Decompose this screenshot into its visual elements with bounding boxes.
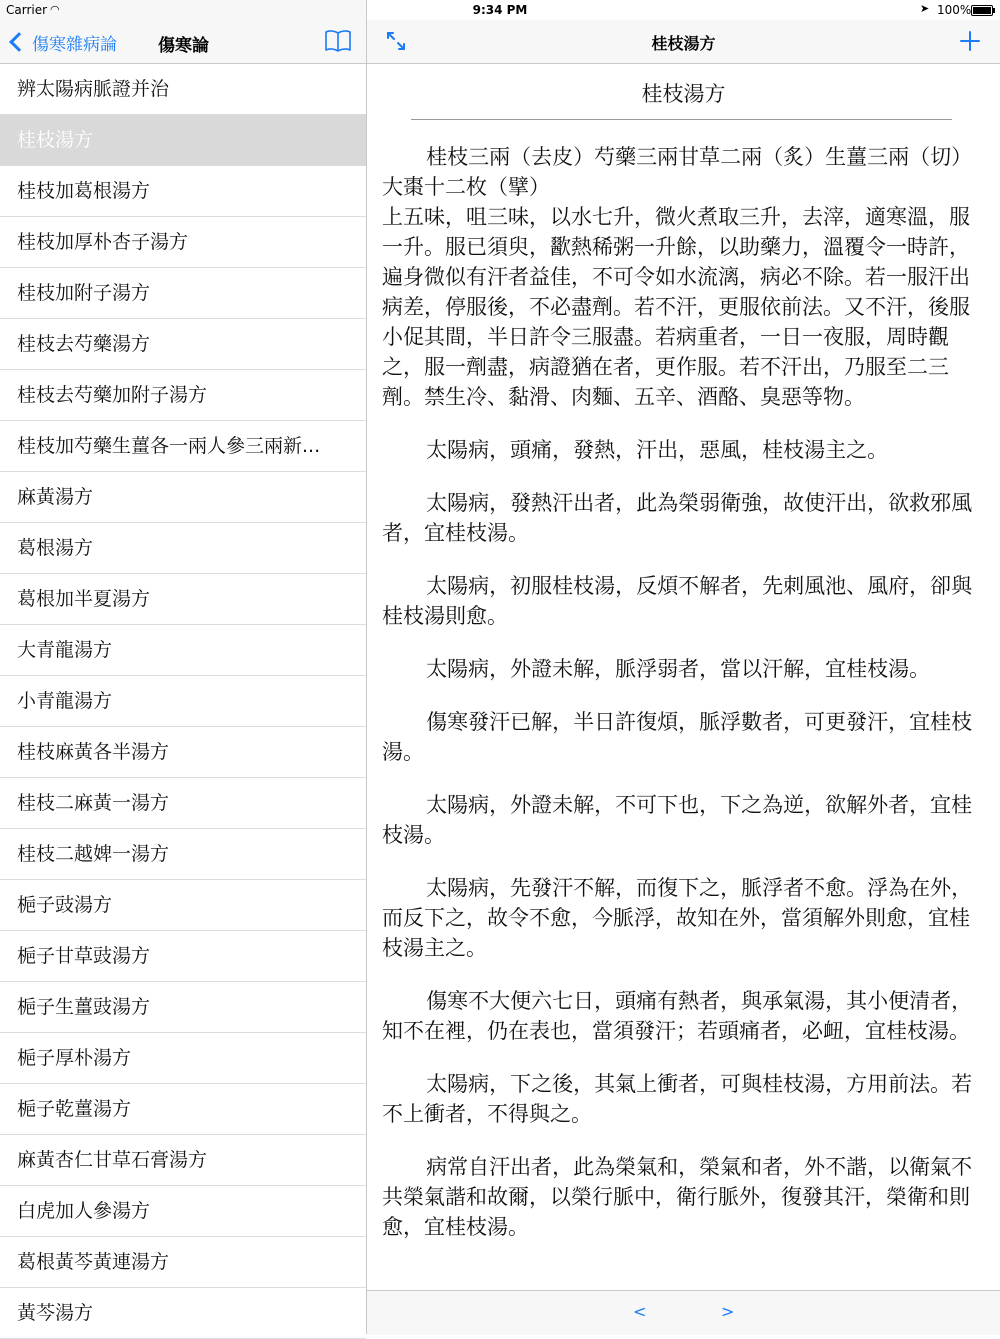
article-paragraph: 傷寒發汗已解，半日許復煩，脈浮數者，可更發汗，宜桂枝湯。 bbox=[382, 710, 973, 764]
toc-item[interactable]: 桂枝加厚朴杏子湯方 bbox=[0, 217, 366, 268]
sidebar-nav-bar bbox=[0, 20, 366, 64]
wifi-icon: ◠ bbox=[50, 3, 60, 16]
article-paragraph: 太陽病，外證未解，不可下也，下之為逆，欲解外者，宜桂枝湯。 bbox=[382, 793, 973, 847]
location-arrow-icon: ➤ bbox=[920, 2, 930, 15]
detail-nav-bar bbox=[367, 20, 1000, 64]
toc-item[interactable]: 葛根黃芩黃連湯方 bbox=[0, 1237, 366, 1288]
article-paragraph: 上五味，咀三味，以水七升，微火煮取三升，去滓，適寒溫，服一升。服已須臾，歠熱稀粥一升餘，以助藥力，溫覆令一時許，遍身微似有汗者益佳，不可令如水流漓，病必不除。若一服汗出病差，停服後，不必盡劑。若不汗，更服依前法。又不汗，後服小促其間，半日許令三服盡。若病重者，一日一夜服，周時觀之，服一劑盡，病證猶在者，更作服。若不汗出，乃服至二三劑。禁生冷、黏滑、肉麵、五辛、酒酪、臭惡等物。 bbox=[382, 205, 970, 409]
toc-item[interactable]: 葛根加半夏湯方 bbox=[0, 574, 366, 625]
bottom-toolbar bbox=[367, 1290, 1000, 1335]
toc-item[interactable]: 辨太陽病脈證并治 bbox=[0, 64, 366, 115]
article-content[interactable] bbox=[367, 64, 1000, 1290]
toc-item[interactable]: 梔子甘草豉湯方 bbox=[0, 931, 366, 982]
article-body bbox=[382, 142, 987, 1265]
article-paragraph: 太陽病，外證未解，脈浮弱者，當以汗解，宜桂枝湯。 bbox=[426, 657, 931, 681]
toc-item[interactable]: 桂枝加芍藥生薑各一兩人參三兩新... bbox=[0, 421, 366, 472]
toc-item[interactable]: 黃芩湯方 bbox=[0, 1288, 366, 1339]
detail-nav-title: 桂枝湯方 bbox=[651, 34, 716, 53]
toc-list bbox=[0, 64, 366, 1339]
battery-icon bbox=[971, 5, 993, 16]
back-button[interactable] bbox=[8, 29, 117, 55]
toc-item[interactable]: 梔子厚朴湯方 bbox=[0, 1033, 366, 1084]
toc-item[interactable]: 桂枝加附子湯方 bbox=[0, 268, 366, 319]
toc-item[interactable]: 梔子乾薑湯方 bbox=[0, 1084, 366, 1135]
plus-icon[interactable] bbox=[958, 29, 982, 53]
article-paragraph: 太陽病，發熱汗出者，此為榮弱衛強，故使汗出，欲救邪風者，宜桂枝湯。 bbox=[382, 491, 973, 545]
article-paragraph: 病常自汗出者，此為榮氣和，榮氣和者，外不諧，以衛氣不共榮氣諧和故爾，以榮行脈中，衛行脈外，復發其汗，榮衛和則愈，宜桂枝湯。 bbox=[382, 1155, 973, 1239]
carrier-label: Carrier bbox=[6, 3, 48, 17]
status-bar bbox=[0, 0, 1000, 20]
sidebar bbox=[0, 0, 367, 1334]
article-title: 桂枝湯方 bbox=[641, 82, 726, 106]
article-paragraph: 傷寒不大便六七日，頭痛有熱者，與承氣湯，其小便清者，知不在裡，仍在表也，當須發汗；若頭痛者，必衄，宜桂枝湯。 bbox=[382, 989, 973, 1043]
status-time: 9:34 PM bbox=[472, 3, 528, 17]
book-icon[interactable] bbox=[325, 29, 351, 53]
toc-item[interactable]: 白虎加人參湯方 bbox=[0, 1186, 366, 1237]
toc-item[interactable]: 小青龍湯方 bbox=[0, 676, 366, 727]
article-paragraph: 太陽病，先發汗不解，而復下之，脈浮者不愈。浮為在外，而反下之，故令不愈，今脈浮，故知在外，當須解外則愈，宜桂枝湯主之。 bbox=[382, 876, 973, 960]
previous-page-button[interactable]: < bbox=[633, 1302, 647, 1321]
article-paragraph: 太陽病，頭痛，發熱，汗出，惡風，桂枝湯主之。 bbox=[426, 438, 889, 462]
battery-percent: 100% bbox=[937, 3, 972, 17]
article-paragraph: 桂枝三兩（去皮）芍藥三兩甘草二兩（炙）生薑三兩（切）大棗十二枚（擘） bbox=[382, 145, 973, 199]
toc-item[interactable]: 葛根湯方 bbox=[0, 523, 366, 574]
toc-item[interactable]: 桂枝去芍藥加附子湯方 bbox=[0, 370, 366, 421]
toc-item[interactable]: 桂枝湯方 bbox=[0, 115, 366, 166]
title-divider bbox=[411, 119, 952, 120]
back-button-label: 傷寒雜病論 bbox=[32, 34, 117, 55]
chevron-left-icon bbox=[9, 32, 29, 52]
toc-item[interactable]: 桂枝二麻黃一湯方 bbox=[0, 778, 366, 829]
toc-item[interactable]: 桂枝加葛根湯方 bbox=[0, 166, 366, 217]
toc-item[interactable]: 大青龍湯方 bbox=[0, 625, 366, 676]
next-page-button[interactable]: > bbox=[721, 1302, 735, 1321]
article-paragraph: 太陽病，下之後，其氣上衝者，可與桂枝湯，方用前法。若不上衝者，不得與之。 bbox=[382, 1072, 973, 1126]
toc-item[interactable]: 梔子生薑豉湯方 bbox=[0, 982, 366, 1033]
toc-item[interactable]: 桂枝去芍藥湯方 bbox=[0, 319, 366, 370]
toc-item[interactable]: 麻黃杏仁甘草石膏湯方 bbox=[0, 1135, 366, 1186]
toc-item[interactable]: 桂枝二越婢一湯方 bbox=[0, 829, 366, 880]
toc-item[interactable]: 桂枝麻黃各半湯方 bbox=[0, 727, 366, 778]
sidebar-title: 傷寒論 bbox=[158, 36, 209, 56]
article-paragraph: 太陽病，初服桂枝湯，反煩不解者，先刺風池、風府，卻與桂枝湯則愈。 bbox=[382, 574, 973, 628]
toc-item[interactable]: 麻黃湯方 bbox=[0, 472, 366, 523]
toc-item[interactable]: 梔子豉湯方 bbox=[0, 880, 366, 931]
